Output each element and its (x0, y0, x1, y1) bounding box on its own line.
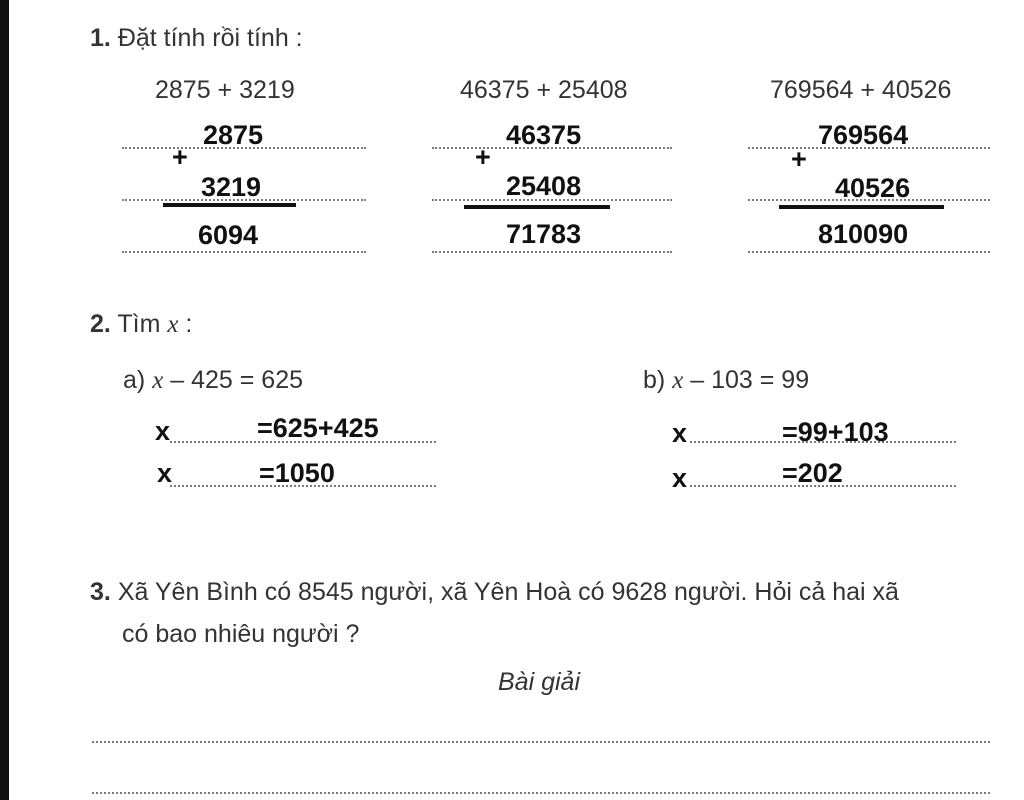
sum-rule (163, 203, 296, 207)
step-b-2-var: x (672, 463, 688, 493)
sum-rule (779, 205, 944, 209)
equation-b-label: b) (643, 366, 666, 394)
sum-2: 71783 (506, 219, 582, 249)
sum-rule (464, 205, 610, 209)
addend-3-b: 40526 (835, 173, 911, 203)
step-b-1-value: =99+103 (782, 417, 889, 447)
left-border (0, 0, 9, 800)
answer-line (432, 251, 672, 253)
answer-line (748, 251, 990, 253)
equation-a-var: x (152, 367, 164, 394)
equation-b-var: x (672, 367, 684, 394)
addend-3-a: 769564 (818, 120, 909, 150)
addend-1-b: 3219 (201, 172, 262, 202)
sum-3: 810090 (818, 219, 909, 249)
problem-2-expression: 46375 + 25408 (460, 76, 628, 104)
exercise-1-title: Đặt tính rồi tính : (117, 24, 303, 52)
exercise-1-heading (90, 24, 303, 53)
step-b-2-value: =202 (782, 458, 843, 488)
step-a-2-value: =1050 (259, 458, 335, 488)
equation-b (643, 366, 809, 395)
solution-title: Bài giải (498, 668, 580, 696)
plus-sign: + (172, 142, 188, 172)
equation-a (123, 366, 303, 395)
step-a-1-value: =625+425 (257, 413, 379, 443)
exercise-2-title-suffix: : (178, 310, 193, 338)
step-a-2-var: x (157, 458, 173, 488)
exercise-2-number: 2. (90, 310, 111, 338)
step-b-1-var: x (672, 418, 688, 448)
exercise-2-heading (90, 310, 192, 339)
equation-a-label: a) (123, 366, 146, 394)
plus-sign: + (791, 144, 807, 174)
addend-2-b: 25408 (506, 171, 582, 201)
answer-line (92, 792, 990, 794)
addend-1-a: 2875 (203, 120, 264, 150)
answer-line (122, 251, 366, 253)
equation-b-rest: – 103 = 99 (683, 366, 810, 394)
exercise-2-title-var: x (167, 311, 179, 338)
answer-line (92, 741, 990, 743)
exercise-3-text-2: có bao nhiêu người ? (122, 620, 360, 648)
exercise-3-text-1: Xã Yên Bình có 8545 người, xã Yên Hoà có 9628 người. Hỏi cả hai xã (117, 578, 899, 606)
equation-a-rest: – 425 = 625 (163, 366, 304, 394)
plus-sign: + (475, 142, 491, 172)
problem-3-expression: 769564 + 40526 (770, 76, 952, 104)
sum-1: 6094 (198, 220, 259, 250)
problem-1-expression: 2875 + 3219 (155, 76, 295, 104)
exercise-1-number: 1. (90, 24, 111, 52)
exercise-2-title-prefix: Tìm (117, 310, 161, 338)
step-a-1-var: x (155, 416, 171, 446)
exercise-3-line-1 (90, 578, 899, 607)
exercise-3-number: 3. (90, 578, 111, 606)
addend-2-a: 46375 (506, 120, 582, 150)
